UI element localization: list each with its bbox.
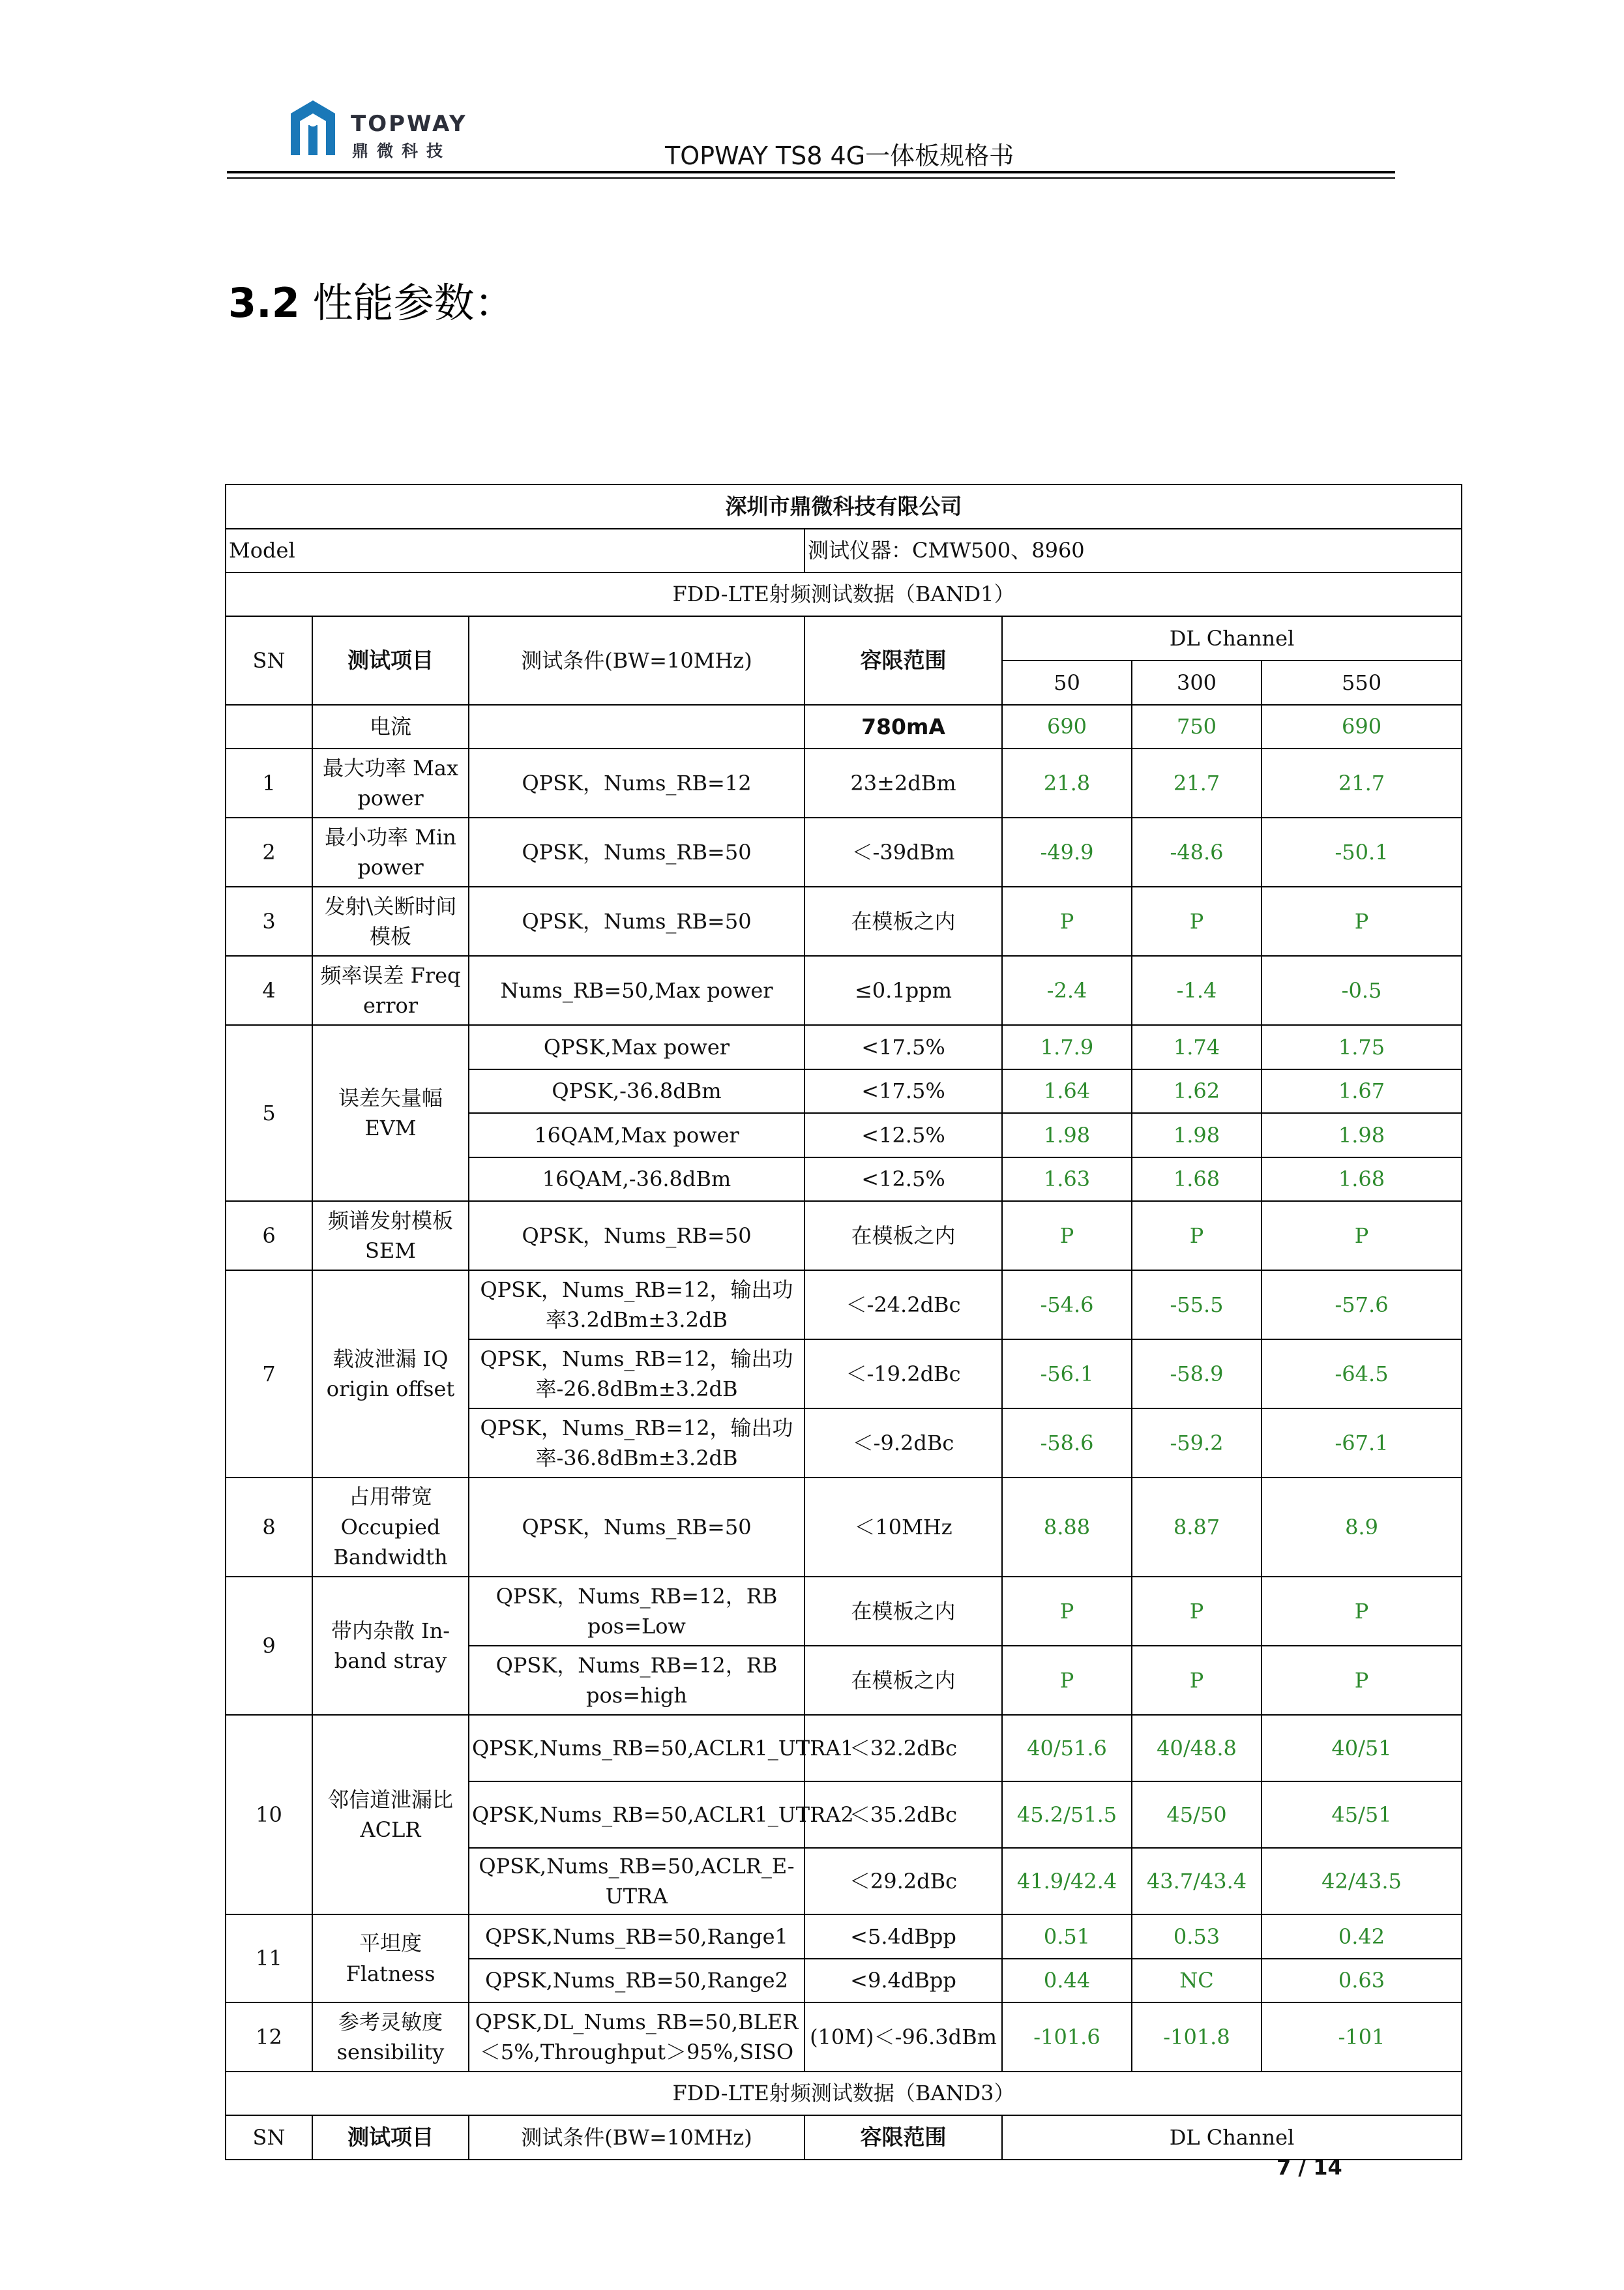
value-cell: 21.7 xyxy=(1132,749,1262,818)
value-cell: 8.88 xyxy=(1002,1478,1132,1577)
condition-cell: Nums_RB=50,Max power xyxy=(469,956,805,1025)
condition-cell: QPSK,Nums_RB=50,ACLR1_UTRA2 xyxy=(469,1781,805,1848)
value-cell: P xyxy=(1132,1577,1262,1646)
value-cell: 1.68 xyxy=(1132,1157,1262,1201)
condition-cell: QPSK,Nums_RB=50,ACLR_E-UTRA xyxy=(469,1848,805,1914)
sn-cell: 8 xyxy=(226,1478,312,1577)
value-cell: 45.2/51.5 xyxy=(1002,1781,1132,1848)
value-cell: 43.7/43.4 xyxy=(1132,1848,1262,1914)
limit-cell: ＜29.2dBc xyxy=(805,1848,1002,1914)
condition-cell: QPSK,-36.8dBm xyxy=(469,1069,805,1113)
value-cell: 1.74 xyxy=(1132,1025,1262,1069)
condition-cell: QPSK,Max power xyxy=(469,1025,805,1069)
brand-name: TOPWAY xyxy=(351,111,467,137)
value-cell: 0.63 xyxy=(1262,1959,1462,2002)
value-cell: 8.9 xyxy=(1262,1478,1462,1577)
value-cell: 690 xyxy=(1002,705,1132,749)
value-cell: -2.4 xyxy=(1002,956,1132,1025)
value-cell: 690 xyxy=(1262,705,1462,749)
channel-50: 50 xyxy=(1002,661,1132,705)
item-cell: 平坦度 Flatness xyxy=(312,1914,469,2002)
limit-cell: ＜32.2dBc xyxy=(805,1715,1002,1781)
section-title: 性能参数： xyxy=(312,279,515,327)
condition-cell: QPSK，Nums_RB=50 xyxy=(469,1201,805,1270)
limit-cell: ＜-24.2dBc xyxy=(805,1270,1002,1339)
value-cell: 1.75 xyxy=(1262,1025,1462,1069)
value-cell: 8.87 xyxy=(1132,1478,1262,1577)
value-cell: -58.6 xyxy=(1002,1408,1132,1478)
header-sn: SN xyxy=(226,2115,312,2160)
limit-cell: 780mA xyxy=(805,705,1002,749)
value-cell: 1.64 xyxy=(1002,1069,1132,1113)
condition-cell: QPSK，Nums_RB=50 xyxy=(469,818,805,887)
sn-cell: 2 xyxy=(226,818,312,887)
channel-550: 550 xyxy=(1262,661,1462,705)
value-cell: 750 xyxy=(1132,705,1262,749)
band3-title: FDD-LTE射频测试数据（BAND3） xyxy=(226,2072,1462,2115)
value-cell: 1.63 xyxy=(1002,1157,1132,1201)
sn-cell xyxy=(226,705,312,749)
section-heading xyxy=(228,271,515,329)
header-dl-channel: DL Channel xyxy=(1002,2115,1462,2160)
limit-cell: <17.5% xyxy=(805,1025,1002,1069)
header-limit: 容限范围 xyxy=(805,2115,1002,2160)
value-cell: 0.53 xyxy=(1132,1914,1262,1959)
header-row xyxy=(226,616,1462,661)
sn-cell: 10 xyxy=(226,1715,312,1914)
item-cell: 电流 xyxy=(312,705,469,749)
limit-cell: 23±2dBm xyxy=(805,749,1002,818)
company-logo xyxy=(280,97,489,162)
table-row xyxy=(226,956,1462,1025)
value-cell: NC xyxy=(1132,1959,1262,2002)
header-rule-thick xyxy=(227,171,1395,173)
value-cell: 42/43.5 xyxy=(1262,1848,1462,1914)
limit-cell: 在模板之内 xyxy=(805,1201,1002,1270)
condition-cell: QPSK，Nums_RB=12，RB pos=Low xyxy=(469,1577,805,1646)
item-cell: 频谱发射模板 SEM xyxy=(312,1201,469,1270)
value-cell: -0.5 xyxy=(1262,956,1462,1025)
table-row xyxy=(226,705,1462,749)
value-cell: -101.8 xyxy=(1132,2002,1262,2072)
document-title: TOPWAY TS8 4G一体板规格书 xyxy=(665,141,1014,170)
value-cell: -67.1 xyxy=(1262,1408,1462,1478)
item-cell: 发射\关断时间模板 xyxy=(312,887,469,956)
value-cell: 40/48.8 xyxy=(1132,1715,1262,1781)
value-cell: -54.6 xyxy=(1002,1270,1132,1339)
limit-cell: ＜10MHz xyxy=(805,1478,1002,1577)
value-cell: 1.98 xyxy=(1002,1113,1132,1157)
header-limit: 容限范围 xyxy=(805,616,1002,705)
value-cell: 41.9/42.4 xyxy=(1002,1848,1132,1914)
limit-cell: 在模板之内 xyxy=(805,1646,1002,1715)
condition-cell: 16QAM,-36.8dBm xyxy=(469,1157,805,1201)
limit-cell: <5.4dBpp xyxy=(805,1914,1002,1959)
value-cell: 21.8 xyxy=(1002,749,1132,818)
value-cell: P xyxy=(1132,1201,1262,1270)
value-cell: P xyxy=(1132,1646,1262,1715)
value-cell: -48.6 xyxy=(1132,818,1262,887)
table-row xyxy=(226,887,1462,956)
limit-cell: ＜-19.2dBc xyxy=(805,1339,1002,1408)
header-sn: SN xyxy=(226,616,312,705)
band1-title-row xyxy=(226,572,1462,616)
sn-cell: 6 xyxy=(226,1201,312,1270)
value-cell: -49.9 xyxy=(1002,818,1132,887)
brand-name-cn: 鼎微科技 xyxy=(352,141,452,160)
table-row xyxy=(226,818,1462,887)
rf-test-table xyxy=(225,484,1462,2160)
band3-header-row xyxy=(226,2115,1462,2160)
header-condition: 测试条件(BW=10MHz) xyxy=(469,616,805,705)
value-cell: -58.9 xyxy=(1132,1339,1262,1408)
limit-cell: 在模板之内 xyxy=(805,887,1002,956)
item-cell: 带内杂散 In-band stray xyxy=(312,1577,469,1715)
sn-cell: 3 xyxy=(226,887,312,956)
limit-cell: <12.5% xyxy=(805,1157,1002,1201)
value-cell: P xyxy=(1262,1201,1462,1270)
table-row xyxy=(226,1914,1462,1959)
value-cell: 0.51 xyxy=(1002,1914,1132,1959)
value-cell: -50.1 xyxy=(1262,818,1462,887)
header-condition: 测试条件(BW=10MHz) xyxy=(469,2115,805,2160)
value-cell: P xyxy=(1002,887,1132,956)
value-cell: 1.98 xyxy=(1262,1113,1462,1157)
value-cell: -59.2 xyxy=(1132,1408,1262,1478)
item-cell: 最大功率 Max power xyxy=(312,749,469,818)
value-cell: 21.7 xyxy=(1262,749,1462,818)
value-cell: 45/50 xyxy=(1132,1781,1262,1848)
sn-cell: 11 xyxy=(226,1914,312,2002)
header-rule-thin xyxy=(227,177,1395,179)
table-row xyxy=(226,1577,1462,1646)
sn-cell: 4 xyxy=(226,956,312,1025)
value-cell: -101.6 xyxy=(1002,2002,1132,2072)
limit-cell: (10M)＜-96.3dBm xyxy=(805,2002,1002,2072)
condition-cell: QPSK,DL_Nums_RB=50,BLER＜5%,Throughput＞95%,SISO xyxy=(469,2002,805,2072)
value-cell: 1.98 xyxy=(1132,1113,1262,1157)
model-row xyxy=(226,529,1462,572)
item-cell: 占用带宽 Occupied Bandwidth xyxy=(312,1478,469,1577)
item-cell: 误差矢量幅 EVM xyxy=(312,1025,469,1201)
condition-cell: QPSK,Nums_RB=50,Range2 xyxy=(469,1959,805,2002)
item-cell: 邻信道泄漏比 ACLR xyxy=(312,1715,469,1914)
value-cell: P xyxy=(1002,1646,1132,1715)
value-cell: 1.67 xyxy=(1262,1069,1462,1113)
item-cell: 频率误差 Freq error xyxy=(312,956,469,1025)
company-name: 深圳市鼎微科技有限公司 xyxy=(226,484,1462,529)
table-row xyxy=(226,1715,1462,1781)
item-cell: 最小功率 Min power xyxy=(312,818,469,887)
value-cell: 0.42 xyxy=(1262,1914,1462,1959)
sn-cell: 1 xyxy=(226,749,312,818)
sn-cell: 7 xyxy=(226,1270,312,1478)
value-cell: -56.1 xyxy=(1002,1339,1132,1408)
value-cell: 40/51.6 xyxy=(1002,1715,1132,1781)
condition-cell: QPSK，Nums_RB=12 xyxy=(469,749,805,818)
limit-cell: <12.5% xyxy=(805,1113,1002,1157)
header-item: 测试项目 xyxy=(312,616,469,705)
value-cell: P xyxy=(1262,1646,1462,1715)
value-cell: -1.4 xyxy=(1132,956,1262,1025)
company-row xyxy=(226,484,1462,529)
limit-cell: ＜35.2dBc xyxy=(805,1781,1002,1848)
limit-cell: <9.4dBpp xyxy=(805,1959,1002,2002)
value-cell: 40/51 xyxy=(1262,1715,1462,1781)
limit-cell: 在模板之内 xyxy=(805,1577,1002,1646)
sn-cell: 5 xyxy=(226,1025,312,1201)
condition-cell: QPSK，Nums_RB=12，输出功率-36.8dBm±3.2dB xyxy=(469,1408,805,1478)
limit-cell: ＜-39dBm xyxy=(805,818,1002,887)
value-cell: -64.5 xyxy=(1262,1339,1462,1408)
value-cell: P xyxy=(1002,1577,1132,1646)
value-cell: -57.6 xyxy=(1262,1270,1462,1339)
section-number: 3.2 xyxy=(228,279,300,327)
table-row xyxy=(226,749,1462,818)
limit-cell: <17.5% xyxy=(805,1069,1002,1113)
item-cell: 参考灵敏度 sensibility xyxy=(312,2002,469,2072)
value-cell: P xyxy=(1262,1577,1462,1646)
table-row xyxy=(226,1478,1462,1577)
condition-cell: 16QAM,Max power xyxy=(469,1113,805,1157)
condition-cell: QPSK，Nums_RB=12，输出功率-26.8dBm±3.2dB xyxy=(469,1339,805,1408)
condition-cell: QPSK,Nums_RB=50,ACLR1_UTRA1 xyxy=(469,1715,805,1781)
item-cell: 载波泄漏 IQ origin offset xyxy=(312,1270,469,1478)
band3-title-row xyxy=(226,2072,1462,2115)
limit-cell: ≤0.1ppm xyxy=(805,956,1002,1025)
value-cell: P xyxy=(1132,887,1262,956)
value-cell: 1.7.9 xyxy=(1002,1025,1132,1069)
condition-cell: QPSK，Nums_RB=50 xyxy=(469,1478,805,1577)
value-cell: P xyxy=(1262,887,1462,956)
channel-300: 300 xyxy=(1132,661,1262,705)
instrument-info: 测试仪器：CMW500、8960 xyxy=(805,529,1462,572)
table-row xyxy=(226,1025,1462,1069)
value-cell: 0.44 xyxy=(1002,1959,1132,2002)
value-cell: 1.68 xyxy=(1262,1157,1462,1201)
condition-cell: QPSK，Nums_RB=12，RB pos=high xyxy=(469,1646,805,1715)
model-label: Model xyxy=(226,529,805,572)
table-row xyxy=(226,2002,1462,2072)
value-cell: P xyxy=(1002,1201,1132,1270)
limit-cell: ＜-9.2dBc xyxy=(805,1408,1002,1478)
value-cell: -101 xyxy=(1262,2002,1462,2072)
table-row xyxy=(226,1270,1462,1339)
sn-cell: 9 xyxy=(226,1577,312,1715)
sn-cell: 12 xyxy=(226,2002,312,2072)
condition-cell: QPSK，Nums_RB=50 xyxy=(469,887,805,956)
band1-title: FDD-LTE射频测试数据（BAND1） xyxy=(226,572,1462,616)
condition-cell: QPSK，Nums_RB=12，输出功率3.2dBm±3.2dB xyxy=(469,1270,805,1339)
page-number: 7 / 14 xyxy=(1277,2155,1342,2180)
value-cell: 1.62 xyxy=(1132,1069,1262,1113)
table-row xyxy=(226,1201,1462,1270)
value-cell: 45/51 xyxy=(1262,1781,1462,1848)
topway-logo-icon xyxy=(280,97,346,162)
condition-cell xyxy=(469,705,805,749)
header-item: 测试项目 xyxy=(312,2115,469,2160)
value-cell: -55.5 xyxy=(1132,1270,1262,1339)
condition-cell: QPSK,Nums_RB=50,Range1 xyxy=(469,1914,805,1959)
header-dl-channel: DL Channel xyxy=(1002,616,1462,661)
